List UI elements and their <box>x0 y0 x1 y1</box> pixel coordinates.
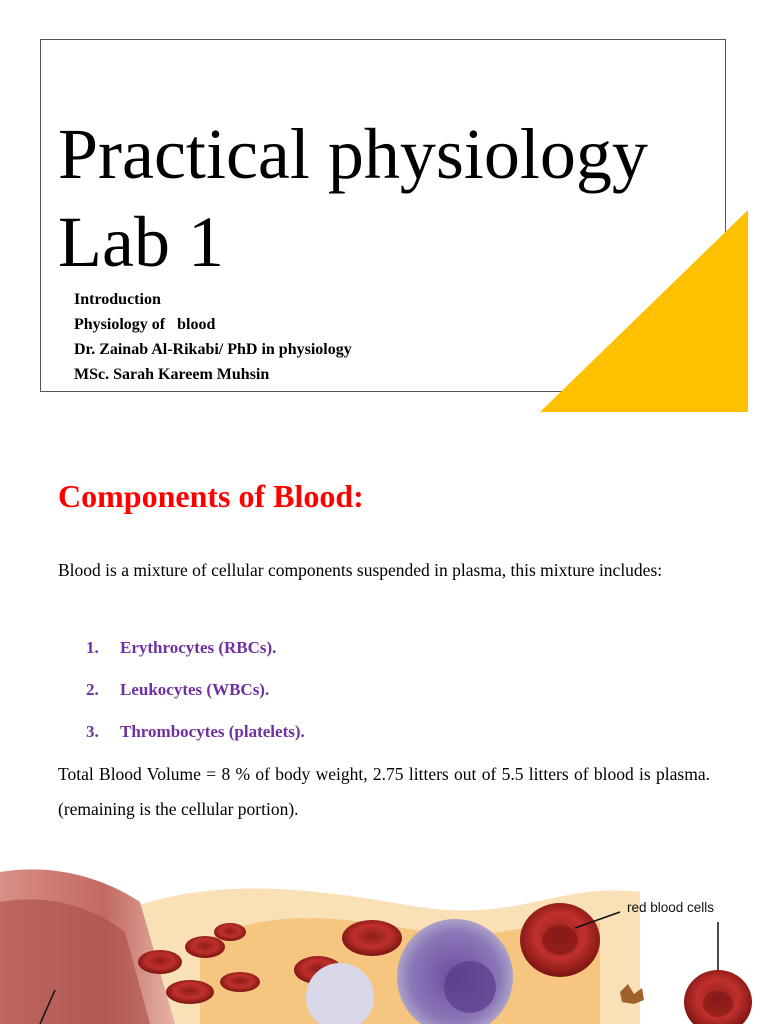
subtitle-author: Dr. Zainab Al-Rikabi/ PhD in physiology <box>74 341 352 358</box>
subtitle-introduction: Introduction <box>74 291 161 308</box>
list-item <box>86 673 305 715</box>
red-blood-cells-label: red blood cells <box>627 900 715 915</box>
components-list <box>86 631 305 757</box>
title-line-1: Practical physiology <box>58 114 648 194</box>
subtitle-coauthor: MSc. Sarah Kareem Muhsin <box>74 366 270 383</box>
subtitle-list <box>74 287 352 387</box>
list-number: 2. <box>86 680 99 699</box>
section-heading: Components of Blood: <box>58 478 364 514</box>
title-line-2: Lab 1 <box>58 202 224 282</box>
intro-paragraph: Blood is a mixture of cellular components suspended in plasma, this mixture includes: <box>58 560 663 580</box>
list-item <box>86 631 305 673</box>
slide-title <box>58 110 648 286</box>
blood-volume-paragraph: Total Blood Volume = 8 % of body weight, 2.75 litters out of 5.5 litters of blood is plasma. (remaining is the cellular portion). <box>58 764 710 819</box>
list-label: Erythrocytes (RBCs). <box>120 638 277 657</box>
blood-vessel-illustration <box>0 862 768 1024</box>
list-label: Leukocytes (WBCs). <box>120 680 270 699</box>
list-label: Thrombocytes (platelets). <box>120 722 305 741</box>
subtitle-topic: Physiology of blood <box>74 316 216 333</box>
list-number: 1. <box>86 638 99 657</box>
list-item <box>86 715 305 757</box>
list-number: 3. <box>86 722 99 741</box>
